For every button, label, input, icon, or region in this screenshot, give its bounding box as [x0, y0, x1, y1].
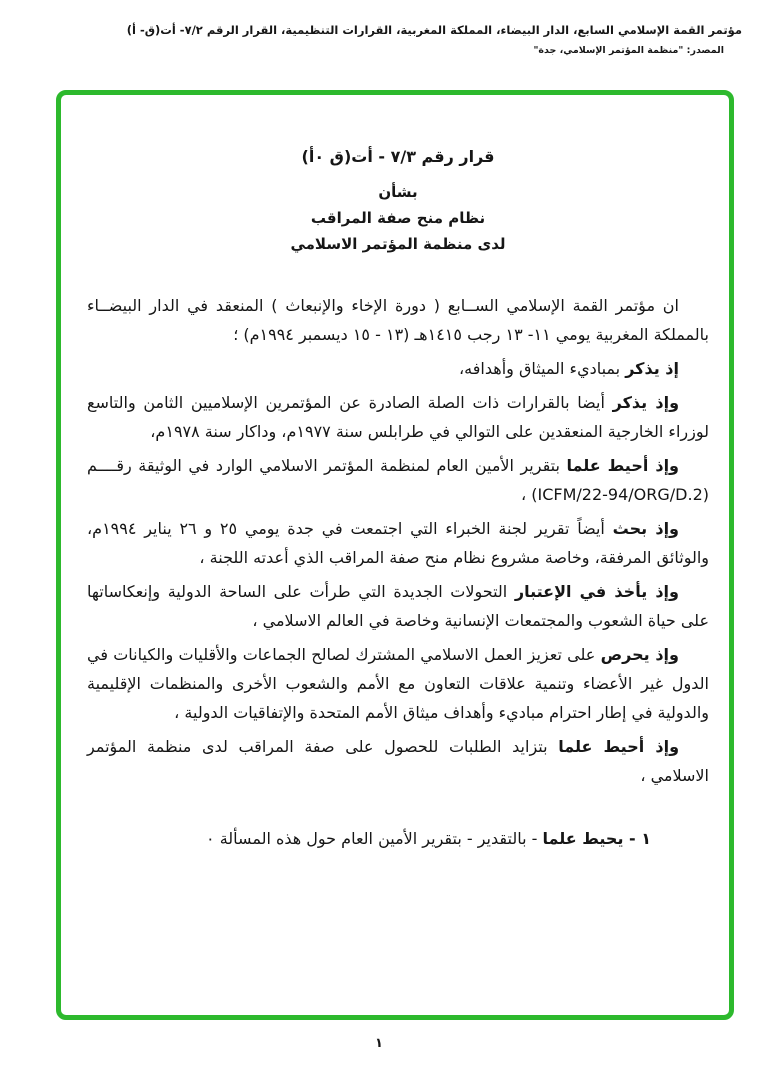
- body-paragraphs: [87, 291, 709, 790]
- paragraph-lead: وإذ يذكر: [612, 393, 680, 412]
- item-number: ١ -: [623, 829, 651, 848]
- paragraph: [87, 354, 709, 383]
- paragraph-text: أيضا بالقرارات ذات الصلة الصادرة عن المؤتمرين الإسلاميين الثامن والتاسع لوزراء الخارجية المنعقدين على التوالي في طرابلس سنة ١٩٧٧م، وداكار سنة ١٩٧٨م،: [87, 393, 709, 441]
- paragraph: [87, 732, 709, 790]
- paragraph-lead: إذ يذكر: [625, 359, 679, 378]
- document-header: [16, 22, 742, 58]
- paragraph: [87, 514, 709, 572]
- item-lead: يحيط علما: [542, 829, 624, 848]
- title-block: [87, 145, 709, 257]
- resolution-items: [87, 824, 709, 853]
- paragraph-text: بتزايد الطلبات للحصول على صفة المراقب لدى منظمة المؤتمر الاسلامي ،: [87, 737, 709, 785]
- paragraph: [87, 451, 709, 509]
- resolution-item: [87, 824, 651, 853]
- paragraph: [87, 291, 709, 349]
- resolution-number-title: قرار رقم ٧/٣ - أت(ق ٠أ): [301, 147, 495, 166]
- paragraph-text: بمباديء الميثاق وأهدافه،: [459, 359, 626, 378]
- paragraph: [87, 577, 709, 635]
- paragraph-text: على تعزيز العمل الاسلامي المشترك لصالح الجماعات والأقليات والكيانات في الدول غير الأعضاء وتنمية علاقات التعاون مع الأمم والشعوب الأخرى والمنظمات الإقليمية والدولية في إطار احترام مباديء وأهداف ميثاق الأمم المتحدة والإتفاقيات الدولية ،: [87, 645, 709, 722]
- title-organization: لدى منظمة المؤتمر الاسلامي: [290, 235, 506, 253]
- paragraph-lead: وإذ بحث: [612, 519, 679, 538]
- item-text: - بالتقدير - بتقرير الأمين العام حول هذه المسألة ٠: [206, 829, 543, 848]
- paragraph-text: أيضاً تقرير لجنة الخبراء التي اجتمعت في جدة يومي ٢٥ و ٢٦ يناير ١٩٩٤م، والوثائق المرفقة، وخاصة مشروع نظام منح صفة المراقب الذي أعدته اللجنة ،: [87, 519, 709, 567]
- paragraph-lead: وإذ أحيط علما: [566, 456, 679, 475]
- title-regarding: بشأن: [378, 183, 418, 201]
- paragraph-text: بتقرير الأمين العام لمنظمة المؤتمر الاسلامي الوارد في الوثيقة رقــــم (⁦ICFM/22-94/ORG/D.2⁩) ،: [87, 456, 709, 504]
- paragraph: [87, 388, 709, 446]
- header-source: المصدر: "منظمة المؤتمر الإسلامي، جدة": [533, 45, 724, 56]
- document-border-box: [56, 90, 734, 1020]
- paragraph-lead: وإذ يحرص: [600, 645, 679, 664]
- paragraph-lead: وإذ يأخذ في الإعتبار: [514, 582, 679, 601]
- paragraph-text: التحولات الجديدة التي طرأت على الساحة الدولية وإنعكاساتها على حياة الشعوب والمجتمعات الإنسانية وخاصة في العالم الاسلامي ،: [87, 582, 709, 630]
- page-number: ١: [375, 1036, 383, 1051]
- title-subject: نظام منح صفة المراقب: [310, 209, 486, 227]
- paragraph-text: ان مؤتمر القمة الإسلامي الســابع ( دورة الإخاء والإنبعاث ) المنعقد في الدار البيضــاء بالمملكة المغربية يومي ١١- ١٣ رجب ١٤١٥هـ (١٣ - ١٥ ديسمبر ١٩٩٤م) ؛: [87, 296, 709, 344]
- paragraph: [87, 640, 709, 727]
- header-citation: مؤتمر القمة الإسلامي السابع، الدار البيضاء، المملكة المغربية، القرارات التنظيمية، القرار الرقم ٧/٢- أت(ق- أ): [126, 23, 742, 37]
- paragraph-lead: وإذ أحيط علما: [558, 737, 680, 756]
